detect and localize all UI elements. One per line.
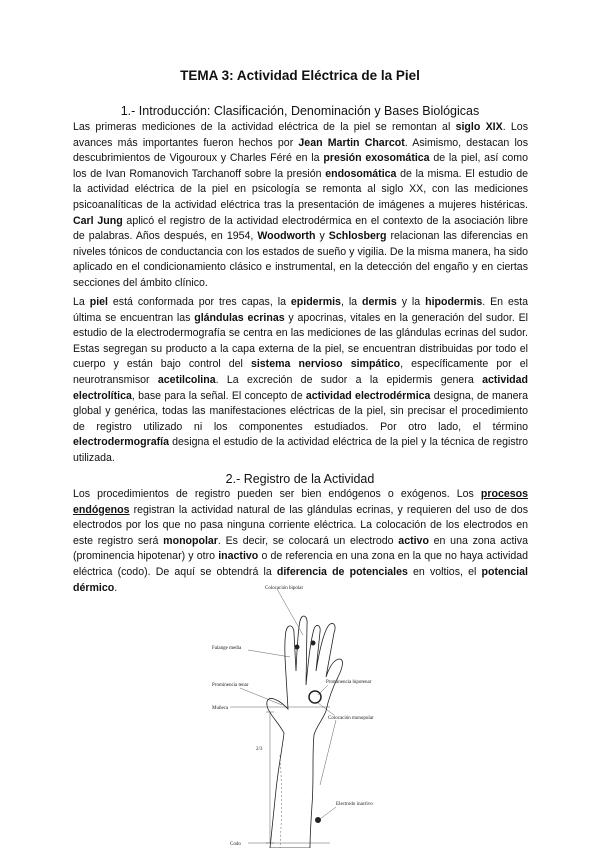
bold-term: piel [89,296,108,308]
label-hipotenar: Prominencia hipotenar [326,680,372,685]
text-run: . Es decir, se colocará un electrodo [217,534,399,547]
text-run: Los procedimientos de registro pueden ser bien endógenos o exógenos. Los [73,488,481,500]
bold-underlined-term: procesos endógenos [73,488,528,516]
text-run: en voltios, el [407,565,482,578]
bold-term: electrodermografía [73,436,169,449]
section-2-heading: 2.- Registro de la Actividad [225,472,375,486]
text-run: designa, de manera global y genérica, todas las manifestaciones eléctricas de la piel, sin precisar el procedimiento de registro utilizado ni los componentes estudiados. Por otro lado, el término [73,389,528,433]
bold-term: dermis [362,296,397,308]
text-run: , base para la señal. El concepto de [131,389,306,402]
bold-term: activo [398,534,429,547]
bold-term: sistema nervioso simpático [250,358,401,371]
text-run: o de referencia en una zona en la que no haya actividad eléctrica (codo). De aquí se obtendrá la [73,550,528,578]
label-tenar: Prominencia tenar [212,683,249,688]
text-run: de la piel, así como los de Ivan Romanovich Tarchanoff sobre la presión [73,152,529,180]
label-fraction: 2/3 [256,747,263,752]
bold-term: presión exosomática [323,152,430,165]
bold-term: endosomática [325,167,397,180]
arm-electrode-figure [210,585,380,848]
electrode-finger-1 [295,645,300,650]
electrode-hypothenar [309,691,321,703]
text-run: registran la actividad natural de las glándulas ecrinas, y requieren del uso de dos electrodos por los que no pasa ninguna corriente eléctrica. La colocación de los electrodos en este registro será [73,503,528,547]
label-muneca: Muñeca [212,706,229,711]
bold-term: potencial dérmico [73,565,529,594]
bold-term: actividad electrolítica [73,373,529,402]
document-title: TEMA 3: Actividad Eléctrica de la Piel [180,68,420,83]
text-run: . La excreción de sudor a la epidermis genera [215,373,483,386]
text-run: , específicamente por el neurotransmisor [73,358,528,386]
electrode-finger-2 [311,641,316,646]
text-run: de la misma. El estudio de la actividad eléctrica de la piel en psicología se remonta al siglo XX, con las mediciones psicoanalíticas de la actividad eléctrica tras la presentación de imágenes a mujeres histéricas. [73,167,529,211]
bold-term: hipodermis [425,296,483,308]
text-run: aplicó el registro de la actividad electrodérmica en el contexto de la asociación libre de palabras. Años después, en 1954, [73,214,528,243]
text-run: La [73,296,90,308]
bold-term: monopolar [163,534,218,547]
bold-term: actividad electrodérmica [305,389,431,402]
bold-term: Schlosberg [328,230,387,243]
label-monopolar: Colocación monopolar [328,716,374,721]
text-run: . Los avances más importantes fueron hechos por [73,121,528,149]
text-run: . Asimismo, destacan los descubrimientos de Vigouroux y Charles Féré en la [73,136,528,165]
label-codo: Codo [230,842,241,847]
bold-term: inactivo [218,550,259,563]
bold-term: Woodworth [257,230,316,243]
bold-term: diferencia de potenciales [276,565,408,578]
text-run: . [114,581,118,594]
text-run: en una zona activa (prominencia hipotenar) y otro [73,534,528,563]
text-run: y [315,230,329,243]
bold-term: acetilcolina [157,373,216,386]
label-electrodo: Electrodo inactivo [336,802,373,807]
text-run: relacionan las diferencias en niveles tónicos de conductancia con los estados de sueño y vigilia. De la misma manera, ha sido aplicado en el condicionamiento clásico e instrumental, en la detección del engaño y en ciertas secciones del ámbito clínico. [73,230,528,289]
text-run: está conformada por tres capas, la [107,296,291,308]
bold-term: epidermis [290,296,341,308]
label-falange: Falange media [212,646,242,651]
label-bipolar: Colocación bipolar [265,586,304,591]
section-1-paragraph-2 [73,295,528,467]
text-run: , la [340,296,363,308]
text-run: . En esta última se encuentran las [73,296,529,324]
text-run: designa el estudio de la actividad eléctrica de la piel y la técnica de registro utilizada. [73,436,528,464]
arm-outline [267,616,343,848]
bold-term: glándulas ecrinas [194,311,285,324]
text-run: Las primeras mediciones de la actividad eléctrica de la piel se remontan al [73,121,456,133]
electrode-inactive [315,817,321,823]
text-run: y la [396,296,426,308]
section-2-paragraph-1 [73,487,528,596]
bold-term: Jean Martin Charcot [298,136,405,149]
section-1-paragraph-1 [73,120,528,292]
bold-term: siglo XIX [455,121,503,133]
text-run: y apocrinas, vitales en la generación del sudor. El estudio de la electrodermografía se centra en las mediciones de las glándulas ecrinas del sudor. Estas segregan su producto a la capa externa de la piel, se encuentran distribuidas por todo el cuerpo y están bajo control del [73,311,528,371]
section-1-heading: 1.- Introducción: Clasificación, Denominación y Bases Biológicas [120,104,480,118]
bold-term: Carl Jung [73,214,123,227]
